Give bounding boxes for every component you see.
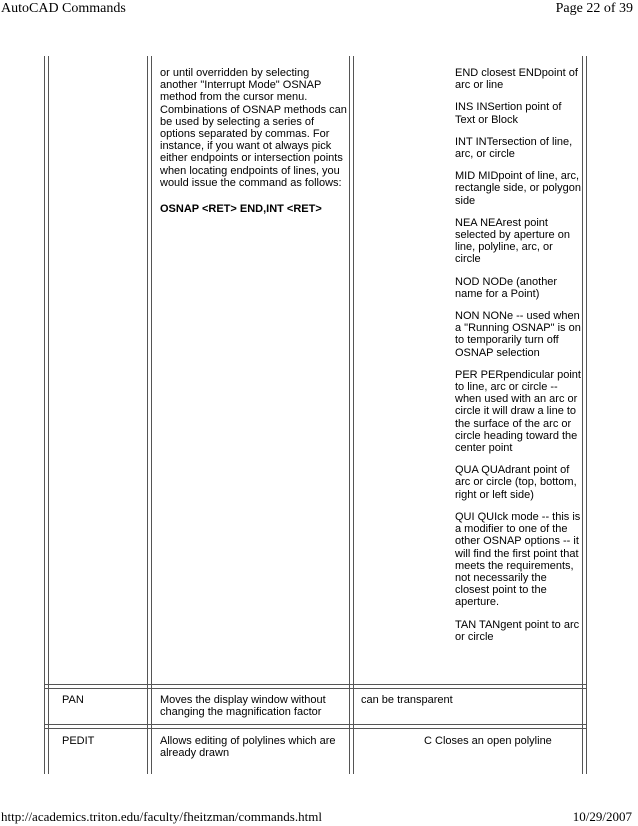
table-border-left-outer [44,56,45,774]
table-border-right-outer [586,56,587,774]
osnap-description-cell [160,67,348,225]
osnap-option: QUA QUAdrant point of arc or circle (top, bottom, right or left side) [455,464,577,501]
osnap-description: or until overridden by selecting another "Interrupt Mode" OSNAP method from the cursor menu. Combinations of OSNAP methods can be used by selecting a series of options separated by commas. For instance, if you want ot always pick either endpoints or intersection points when locating endpoints of lines, you would issue the command as follows: [160,67,347,189]
table-border-right-inner [582,56,583,774]
row-divider [44,728,587,729]
pan-command: PAN [62,694,84,706]
osnap-option: INT INTersection of line, arc, or circle [455,135,573,161]
osnap-option: QUI QUIck mode -- this is a modifier to one of the other OSNAP options -- it will find the first point that meets the requirements, not necessarily the closest point to the aperture. [455,510,581,609]
osnap-option: NON NONe -- used when a "Running OSNAP" is on to temporarily turn off OSNAP selection [455,310,581,359]
row-divider [44,684,587,685]
osnap-options-cell [455,67,581,653]
osnap-example: OSNAP <RET> END,INT <RET> [160,203,322,216]
osnap-option: MID MIDpoint of line, arc, rectangle side, or polygon side [455,170,581,207]
header-title: AutoCAD Commands [1,1,126,16]
col-divider-2a [349,56,350,774]
footer-url: http://academics.triton.edu/faculty/fheitzman/commands.html [1,809,322,824]
pedit-notes: C Closes an open polyline [424,735,552,747]
osnap-option: NOD NODe (another name for a Point) [455,275,558,300]
pedit-command: PEDIT [62,735,95,747]
row-divider [44,688,587,689]
col-divider-1a [147,56,148,774]
osnap-option: TAN TANgent point to arc or circle [455,618,580,643]
osnap-option: NEA NEArest point selected by aperture on line, polyline, arc, or circle [455,216,570,266]
footer-date: 10/29/2007 [572,809,632,824]
osnap-option: END closest ENDpoint of arc or line [455,67,578,92]
osnap-option: PER PERpendicular point to line, arc or circle -- when used with an arc or circle it will draw a line to the surface of the arc or circle heading toward the center point [455,368,581,455]
pan-description: Moves the display window without changing the magnification factor [160,694,326,719]
table-border-left-inner [48,56,49,774]
row-divider [44,724,587,725]
header-page-number: Page 22 of 39 [555,1,633,16]
pan-notes: can be transparent [361,694,453,706]
col-divider-2b [353,56,354,774]
col-divider-1b [151,56,152,774]
osnap-option: INS INSertion point of Text or Block [455,101,562,126]
pedit-description: Allows editing of polylines which are already drawn [160,735,336,760]
